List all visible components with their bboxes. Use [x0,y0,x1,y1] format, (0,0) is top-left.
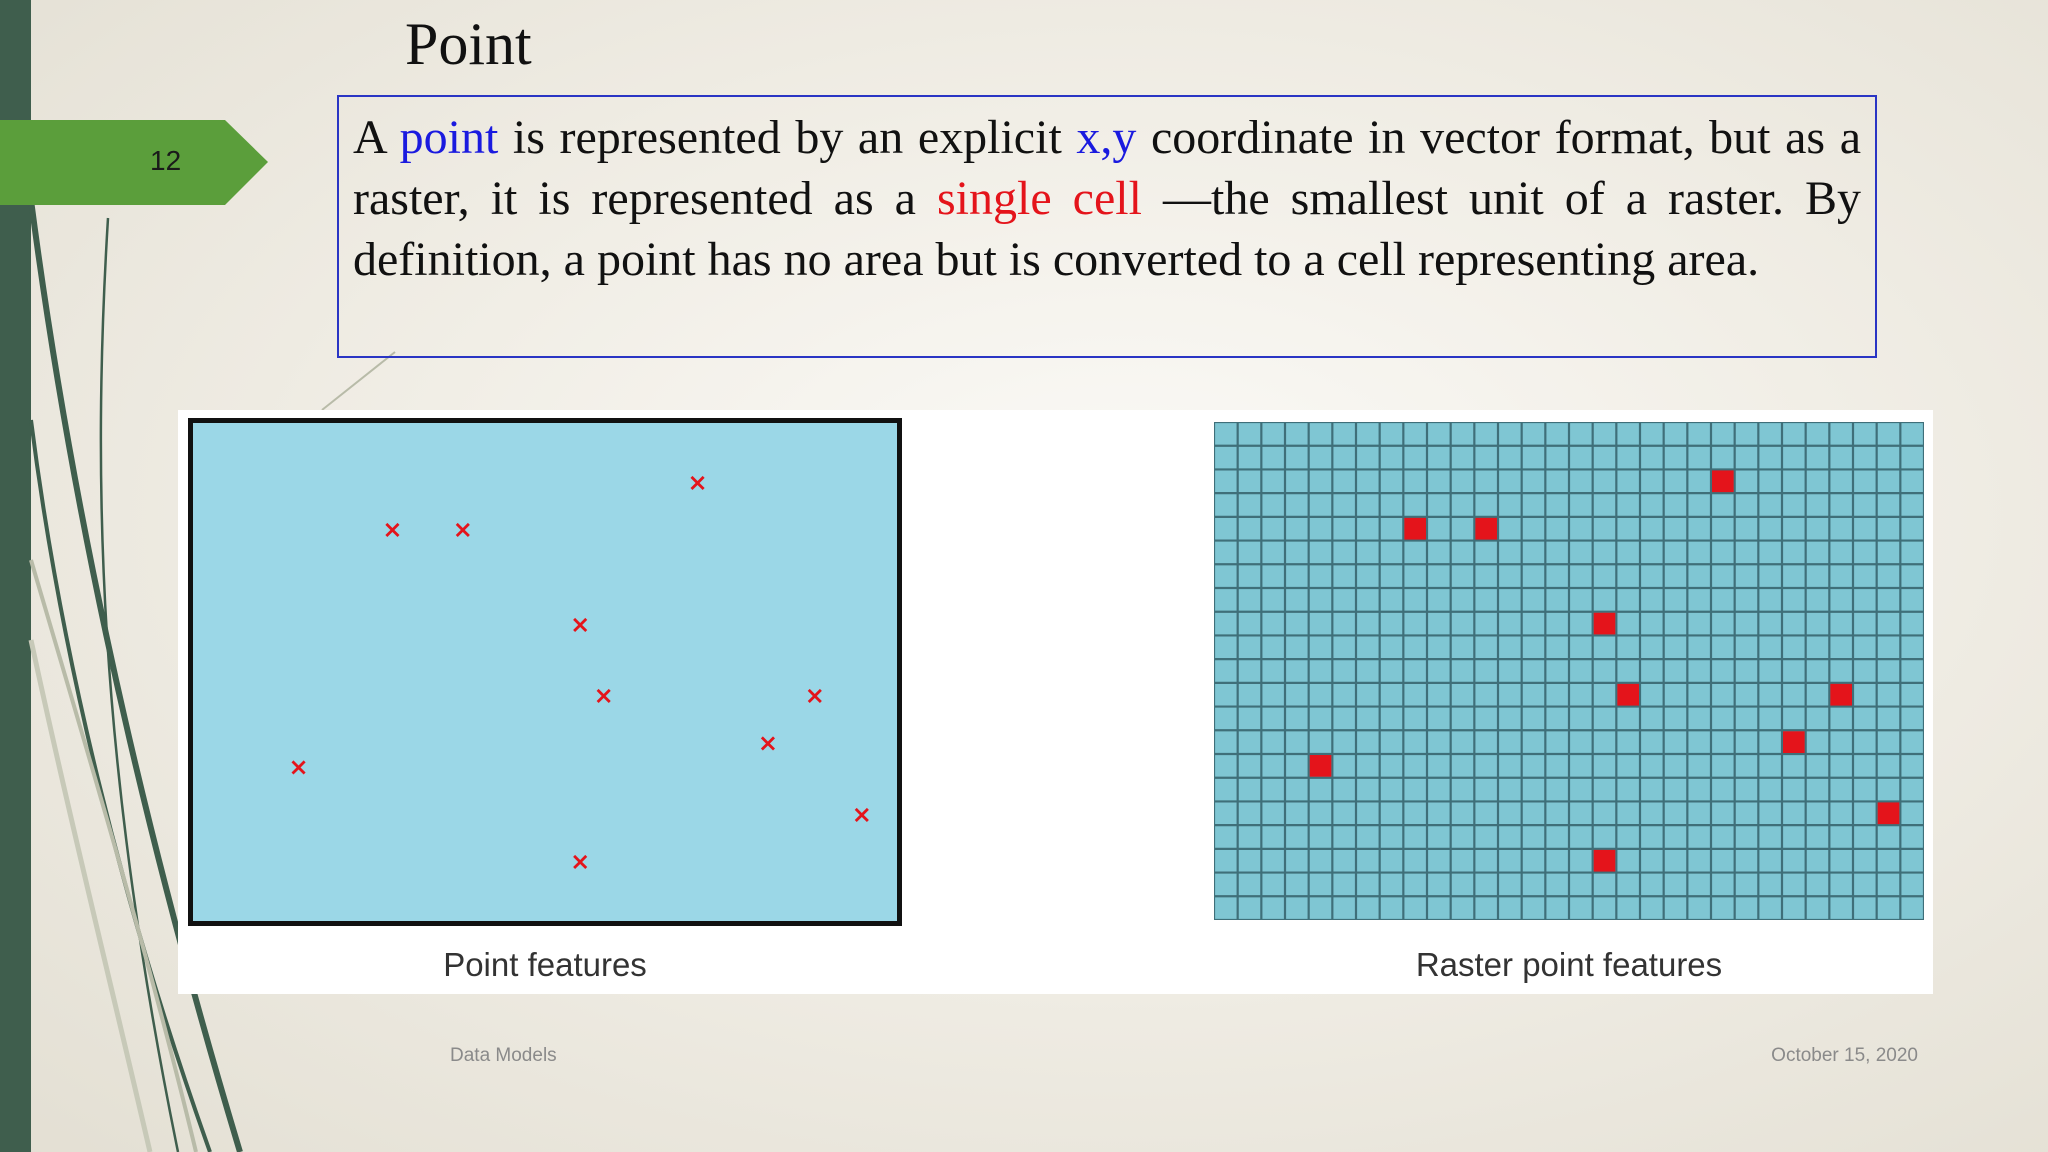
x-marker-icon: × [851,800,872,829]
slide-number: 12 [150,145,182,176]
raster-caption: Raster point features [1415,946,1723,983]
highlight-point: point [399,111,499,164]
vector-point-plot [193,423,897,921]
raster-cell [1404,518,1426,540]
definition-text [353,107,1861,290]
raster-cell [1310,755,1332,777]
definition-part-4: —the smallest unit of a raster. By definition, a point has no area but is converted to a cell representing area. [353,172,1862,286]
definition-box [337,95,1877,358]
raster-point-map [1214,422,1924,920]
x-marker-icon: × [593,681,614,710]
raster-cell [1594,613,1616,635]
definition-part-3: coordinate in vector format, but as a raster, it is represented as a [353,111,1862,225]
raster-cell [1783,731,1805,753]
x-marker-icon: × [687,468,708,497]
x-marker-icon: × [570,847,591,876]
definition-part-1: A [353,111,400,164]
highlight-xy: x,y [1076,111,1137,164]
raster-cell [1830,684,1852,706]
x-marker-icon: × [452,515,473,544]
raster-grid-plot [1214,422,1924,920]
vector-caption: Point features [443,946,647,983]
raster-cell [1594,850,1616,872]
raster-cell [1617,684,1639,706]
raster-cell [1712,470,1734,492]
vector-point-map [188,418,902,926]
x-marker-icon: × [382,515,403,544]
raster-cell [1475,518,1497,540]
definition-part-2: is represented by an explicit [498,111,1077,164]
x-marker-icon: × [288,752,309,781]
x-marker-icon: × [804,681,825,710]
footer-topic: Data Models [450,1045,557,1066]
raster-cell [1878,802,1900,824]
highlight-single-cell: single cell [937,172,1142,225]
footer-date: October 15, 2020 [1771,1045,1918,1066]
x-marker-icon: × [570,610,591,639]
slide-title: Point [405,11,532,77]
x-marker-icon: × [757,729,778,758]
figure-panel [178,410,1933,994]
